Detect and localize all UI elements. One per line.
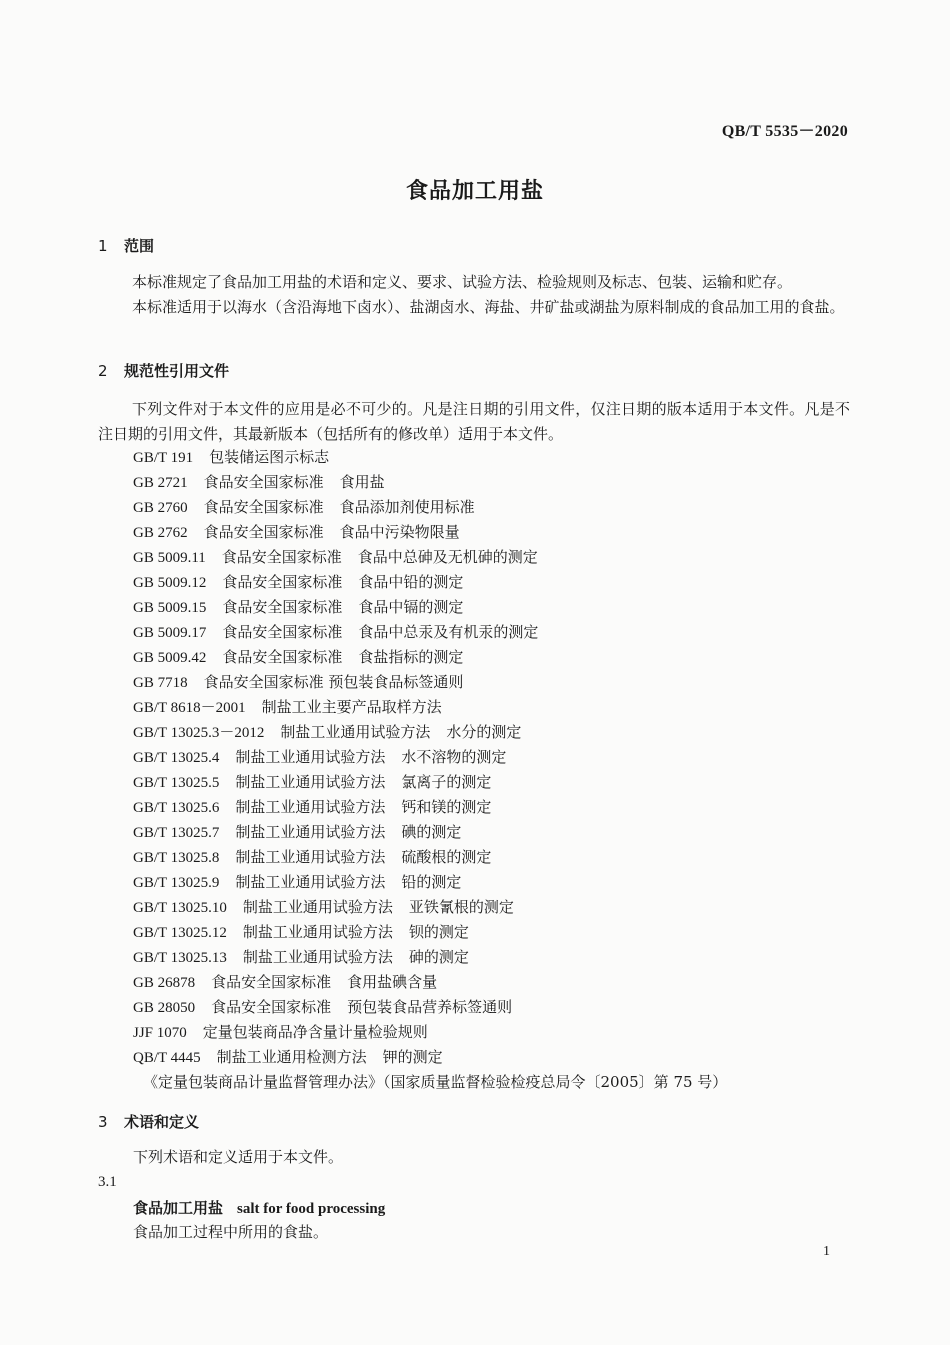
reference-code: GB/T 13025.8 xyxy=(133,850,220,866)
section-1-title: 范围 xyxy=(124,237,155,255)
reference-code: GB/T 191 xyxy=(133,450,194,466)
references-intro: 下列文件对于本文件的应用是必不可少的。凡是注日期的引用文件，仅注日期的版本适用于本文件。凡是不注日期的引用文件，其最新版本（包括所有的修改单）适用于本文件。 xyxy=(98,400,850,443)
reference-title-part: 食品中镉的测定 xyxy=(358,598,464,616)
reference-title-part: 钾的测定 xyxy=(382,1048,443,1066)
reference-title-part: 包装储运图示标志 xyxy=(209,448,330,466)
reference-item xyxy=(133,720,554,745)
reference-title-part: 制盐工业主要产品取样方法 xyxy=(261,698,442,716)
reference-title-part: 氯离子的测定 xyxy=(401,773,492,791)
reference-code: GB/T 13025.4 xyxy=(133,750,220,766)
section-2-title: 规范性引用文件 xyxy=(124,362,230,380)
reference-code: GB 2760 xyxy=(133,500,188,516)
reference-item xyxy=(133,695,554,720)
reference-code: GB/T 13025.10 xyxy=(133,900,227,916)
term-definition: 食品加工过程中所用的食盐。 xyxy=(133,1223,329,1241)
reference-code: GB/T 13025.9 xyxy=(133,875,220,891)
reference-title-part: 制盐工业通用试验方法 xyxy=(235,748,386,766)
reference-title-part: 食品安全国家标准 xyxy=(203,523,324,541)
reference-title-part: 食品安全国家标准 xyxy=(203,498,324,516)
reference-code: JJF 1070 xyxy=(133,1025,187,1041)
section-1-heading xyxy=(98,235,154,256)
reference-item xyxy=(133,920,554,945)
reference-title-part: 砷的测定 xyxy=(408,948,469,966)
reference-title-part: 预包装食品营养标签通则 xyxy=(347,998,513,1016)
reference-item xyxy=(133,970,554,995)
reference-item xyxy=(133,545,554,570)
reference-item xyxy=(133,595,554,620)
reference-title-part: 食品安全国家标准 xyxy=(221,548,342,566)
reference-title-part: 食用盐 xyxy=(339,473,385,491)
reference-title-part: 食品安全国家标准 xyxy=(222,623,343,641)
reference-item xyxy=(133,845,554,870)
reference-title-part: 食品安全国家标准 xyxy=(211,998,332,1016)
reference-title-part: 制盐工业通用试验方法 xyxy=(280,723,431,741)
reference-item xyxy=(133,820,554,845)
reference-title-part: 水分的测定 xyxy=(446,723,522,741)
reference-title-part: 食品安全国家标准 xyxy=(222,648,343,666)
reference-title-part: 制盐工业通用试验方法 xyxy=(242,948,393,966)
reference-title-part: 食盐指标的测定 xyxy=(358,648,464,666)
reference-item xyxy=(133,1020,554,1045)
reference-code: GB 5009.11 xyxy=(133,550,206,566)
reference-title-part: 制盐工业通用试验方法 xyxy=(235,823,386,841)
reference-title-part: 钡的测定 xyxy=(408,923,469,941)
reference-item xyxy=(133,445,554,470)
section-2-heading xyxy=(98,360,229,381)
reference-title-part: 食品安全国家标准 xyxy=(222,573,343,591)
section-3-number: 3 xyxy=(98,1113,108,1131)
section-2-number: 2 xyxy=(98,362,108,380)
reference-item xyxy=(133,795,554,820)
reference-code: GB 2721 xyxy=(133,475,188,491)
regulation-reference: 《定量包装商品计量监督管理办法》（国家质量监督检验检疫总局令〔2005〕第 75 号） xyxy=(143,1073,728,1091)
reference-title-part: 水不溶物的测定 xyxy=(401,748,507,766)
reference-title-part: 食品中铅的测定 xyxy=(358,573,464,591)
standard-number: QB/T 5535－2020 xyxy=(721,123,848,140)
reference-code: GB/T 13025.13 xyxy=(133,950,227,966)
reference-item xyxy=(133,1045,554,1070)
terms-intro: 下列术语和定义适用于本文件。 xyxy=(133,1148,344,1166)
section-3-heading xyxy=(98,1111,199,1132)
reference-title-part: 食品安全国家标准 xyxy=(203,473,324,491)
reference-item xyxy=(133,645,554,670)
reference-title-part: 制盐工业通用试验方法 xyxy=(242,923,393,941)
reference-title-part: 食品安全国家标准 xyxy=(222,598,343,616)
reference-item xyxy=(133,770,554,795)
reference-title-part: 食品安全国家标准 xyxy=(211,973,332,991)
reference-code: QB/T 4445 xyxy=(133,1050,201,1066)
reference-code: GB 7718 xyxy=(133,675,188,691)
scope-paragraph-2: 本标准适用于以海水（含沿海地下卤水）、盐湖卤水、海盐、井矿盐或湖盐为原料制成的食品加工用的食盐。 xyxy=(132,298,845,316)
reference-title-part: 食品中总砷及无机砷的测定 xyxy=(357,548,538,566)
reference-code: GB 5009.12 xyxy=(133,575,207,591)
reference-code: GB 28050 xyxy=(133,1000,196,1016)
reference-title-part: 钙和镁的测定 xyxy=(401,798,492,816)
reference-item xyxy=(133,895,554,920)
reference-code: GB 5009.42 xyxy=(133,650,207,666)
reference-item xyxy=(133,945,554,970)
document-title: 食品加工用盐 xyxy=(405,179,544,204)
reference-list xyxy=(133,445,554,1070)
reference-title-part: 食品中污染物限量 xyxy=(339,523,460,541)
reference-item xyxy=(133,745,554,770)
section-3-title: 术语和定义 xyxy=(124,1113,200,1131)
reference-code: GB/T 13025.3－2012 xyxy=(133,725,265,741)
reference-title-part: 食品中总汞及有机汞的测定 xyxy=(358,623,539,641)
reference-title-part: 食品安全国家标准 预包装食品标签通则 xyxy=(203,673,464,691)
reference-item xyxy=(133,470,554,495)
reference-item xyxy=(133,495,554,520)
scope-paragraph-1: 本标准规定了食品加工用盐的术语和定义、要求、试验方法、检验规则及标志、包装、运输和贮存。 xyxy=(132,273,793,291)
reference-code: GB 2762 xyxy=(133,525,188,541)
reference-title-part: 定量包装商品净含量计量检验规则 xyxy=(202,1023,428,1041)
reference-title-part: 食品添加剂使用标准 xyxy=(339,498,475,516)
reference-code: GB/T 8618－2001 xyxy=(133,700,246,716)
reference-code: GB 5009.17 xyxy=(133,625,207,641)
reference-title-part: 制盐工业通用试验方法 xyxy=(235,773,386,791)
reference-item xyxy=(133,670,554,695)
section-1-number: 1 xyxy=(98,237,108,255)
reference-code: GB/T 13025.12 xyxy=(133,925,227,941)
reference-title-part: 食用盐碘含量 xyxy=(347,973,438,991)
reference-item xyxy=(133,620,554,645)
reference-title-part: 碘的测定 xyxy=(401,823,462,841)
reference-item xyxy=(133,520,554,545)
term-english: salt for food processing xyxy=(237,1201,386,1217)
reference-title-part: 硫酸根的测定 xyxy=(401,848,492,866)
page-number: 1 xyxy=(823,1244,830,1259)
reference-item xyxy=(133,870,554,895)
reference-title-part: 铅的测定 xyxy=(401,873,462,891)
reference-title-part: 制盐工业通用试验方法 xyxy=(235,798,386,816)
reference-title-part: 制盐工业通用试验方法 xyxy=(235,848,386,866)
reference-title-part: 亚铁氰根的测定 xyxy=(408,898,514,916)
reference-title-part: 制盐工业通用试验方法 xyxy=(235,873,386,891)
reference-code: GB/T 13025.6 xyxy=(133,800,220,816)
reference-code: GB/T 13025.7 xyxy=(133,825,220,841)
reference-code: GB 5009.15 xyxy=(133,600,207,616)
reference-code: GB 26878 xyxy=(133,975,196,991)
reference-title-part: 制盐工业通用试验方法 xyxy=(242,898,393,916)
reference-item xyxy=(133,995,554,1020)
reference-item xyxy=(133,570,554,595)
term-number: 3.1 xyxy=(98,1174,117,1190)
term-heading xyxy=(133,1196,385,1222)
reference-title-part: 制盐工业通用检测方法 xyxy=(216,1048,367,1066)
reference-code: GB/T 13025.5 xyxy=(133,775,220,791)
term-chinese: 食品加工用盐 xyxy=(133,1199,224,1217)
